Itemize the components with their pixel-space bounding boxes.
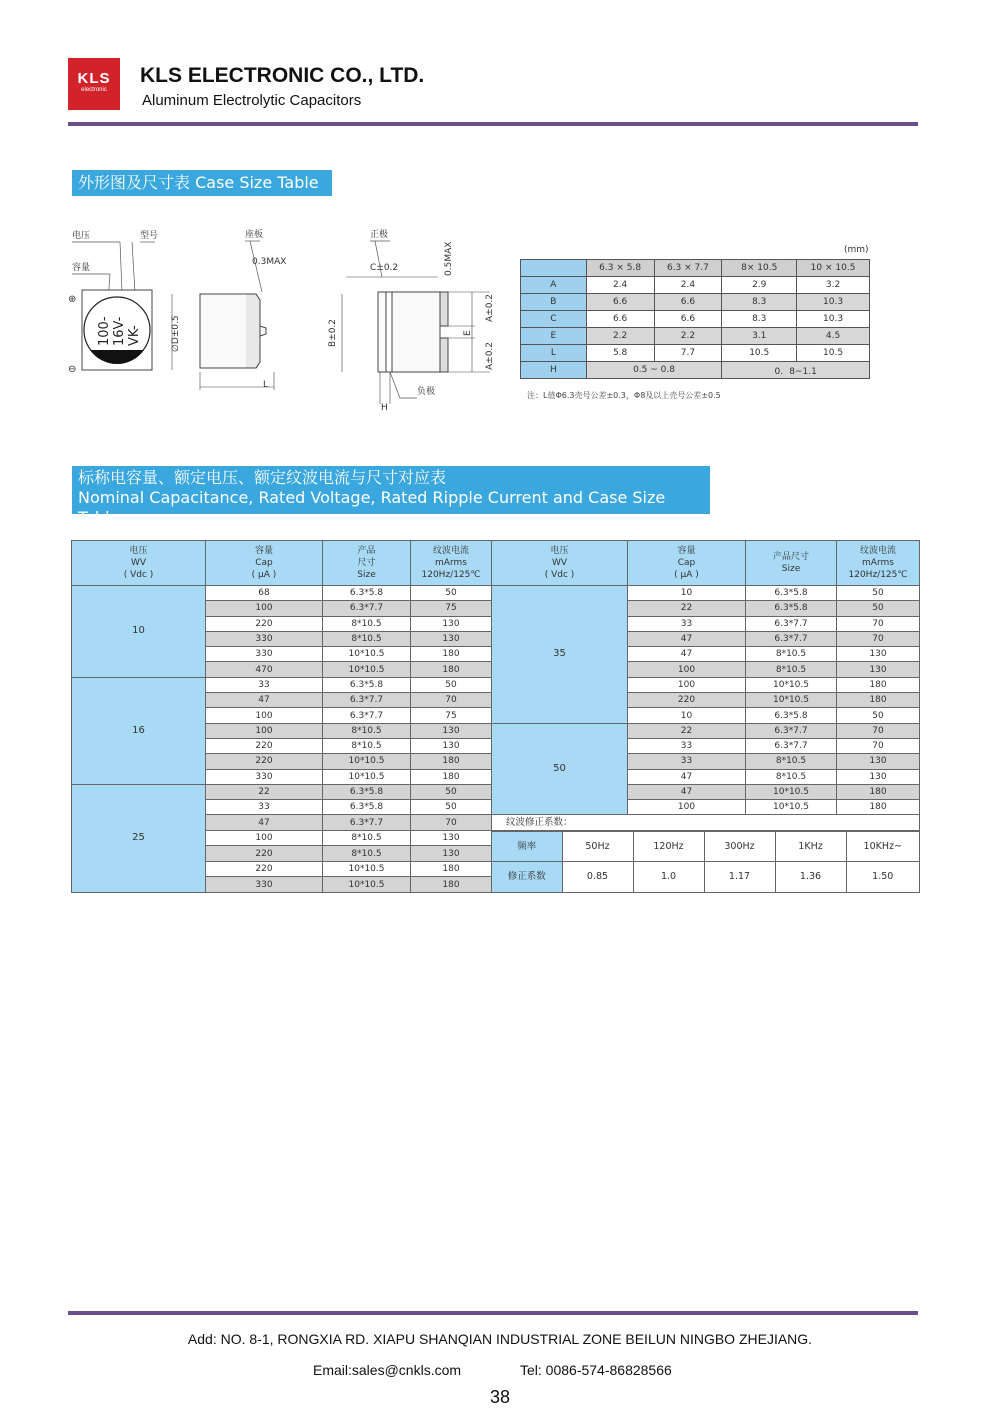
table-cell: 180 xyxy=(411,662,492,677)
table-cell: 70 xyxy=(837,631,920,646)
table-cell: 220 xyxy=(628,693,746,708)
table-cell: 6.3*7.7 xyxy=(746,616,837,631)
voltage-cell: 10 xyxy=(72,586,206,678)
table-cell: 130 xyxy=(411,723,492,738)
table-cell: 1.17 xyxy=(704,862,775,892)
footer-address: Add: NO. 8-1, RONGXIA RD. XIAPU SHANQIAN INDUSTRIAL ZONE BEILUN NINGBO ZHEJIANG. xyxy=(187,1331,813,1347)
table-cell: 100 xyxy=(206,723,323,738)
table-cell: 220 xyxy=(206,861,323,877)
table-cell: 10KHz~ xyxy=(846,832,919,862)
size-table-row xyxy=(521,362,870,379)
table-cell: 6.3*5.8 xyxy=(323,800,411,815)
table-cell: 8*10.5 xyxy=(323,616,411,631)
size-table-row xyxy=(521,294,870,311)
table-cell: 130 xyxy=(837,662,920,677)
nominal-section-title xyxy=(72,466,710,527)
table-cell: 10*10.5 xyxy=(746,784,837,799)
drawing-label-seat: 座板 xyxy=(245,230,264,240)
table-cell: 180 xyxy=(411,861,492,877)
table-cell: 6.3*7.7 xyxy=(746,738,837,753)
table-cell: 47 xyxy=(206,815,323,831)
marking-voltage: 16V- xyxy=(112,316,127,346)
nominal-spec-table xyxy=(71,540,920,893)
size-table-cell: 6.6 xyxy=(586,311,654,328)
minus-marker: ⊖ xyxy=(68,364,77,375)
table-cell: 10*10.5 xyxy=(746,800,837,815)
table-cell: 容量 xyxy=(254,546,273,556)
table-cell: 300Hz xyxy=(704,832,775,862)
table-cell: 130 xyxy=(411,616,492,631)
table-cell: 6.3*7.7 xyxy=(746,631,837,646)
size-table-cell: 2.2 xyxy=(654,328,722,345)
size-table-cell: 8.3 xyxy=(722,311,797,328)
case-size-section-title: 外形图及尺寸表 Case Size Table xyxy=(72,170,332,196)
header-ripple-left xyxy=(411,541,492,586)
table-cell: 47 xyxy=(628,631,746,646)
size-table-row xyxy=(521,328,870,345)
size-table-row-label: H xyxy=(521,362,587,379)
table-cell: 8*10.5 xyxy=(746,647,837,662)
table-cell: 50 xyxy=(837,586,920,601)
voltage-cell: 35 xyxy=(492,586,628,724)
table-cell: 6.3*7.7 xyxy=(323,693,411,708)
table-cell: 70 xyxy=(411,693,492,708)
table-cell: 130 xyxy=(411,846,492,862)
table-cell: 47 xyxy=(206,693,323,708)
table-cell: 6.3*7.7 xyxy=(323,815,411,831)
size-table-cell: 10.3 xyxy=(797,311,870,328)
size-table-cell: 6.6 xyxy=(586,294,654,311)
table-cell: 10*10.5 xyxy=(746,693,837,708)
table-cell: 纹波电流 xyxy=(432,546,469,556)
table-cell: 10*10.5 xyxy=(323,662,411,677)
logo-sub-text: electronic xyxy=(81,87,107,93)
table-cell: 130 xyxy=(411,631,492,646)
table-cell: 130 xyxy=(837,769,920,784)
table-cell: 22 xyxy=(628,601,746,616)
table-cell: 10*10.5 xyxy=(323,769,411,784)
size-table-header: 6.3 × 7.7 xyxy=(654,260,722,277)
table-cell: 尺寸 xyxy=(357,558,376,568)
marking-series: VK- xyxy=(127,325,142,346)
table-cell: 100 xyxy=(628,800,746,815)
table-cell: 33 xyxy=(628,754,746,769)
table-cell: ( μA ) xyxy=(251,570,277,580)
size-table-header: 6.3 × 5.8 xyxy=(586,260,654,277)
table-cell: 1.36 xyxy=(775,862,846,892)
table-cell: 6.3*5.8 xyxy=(323,586,411,601)
table-cell: 1KHz xyxy=(775,832,846,862)
table-cell: Size xyxy=(781,564,801,574)
table-cell: 180 xyxy=(411,877,492,893)
table-cell: 22 xyxy=(206,784,323,799)
size-table-cell: 3.2 xyxy=(797,277,870,294)
table-cell: 220 xyxy=(206,738,323,753)
table-cell: 330 xyxy=(206,769,323,784)
voltage-cell: 50 xyxy=(492,723,628,815)
table-cell: 产品尺寸 xyxy=(772,552,809,562)
size-table-row xyxy=(521,277,870,294)
table-cell: 10*10.5 xyxy=(746,677,837,692)
table-cell: 330 xyxy=(206,631,323,646)
table-cell: 330 xyxy=(206,877,323,893)
table-cell: 电压 xyxy=(129,546,148,556)
dim-e: E xyxy=(463,330,473,336)
size-table-cell: 8.3 xyxy=(722,294,797,311)
table-cell: 180 xyxy=(837,693,920,708)
voltage-cell: 25 xyxy=(72,784,206,892)
table-cell: 10 xyxy=(628,586,746,601)
dim-d: ∅D±0.5 xyxy=(171,315,181,352)
table-cell: 220 xyxy=(206,616,323,631)
size-table-cell: 10.3 xyxy=(797,294,870,311)
dim-c: C±0.2 xyxy=(370,263,399,273)
table-cell: 10*10.5 xyxy=(323,877,411,893)
table-row xyxy=(72,586,920,601)
size-table-row-label: E xyxy=(521,328,587,345)
size-table-cell: 10.5 xyxy=(722,345,797,362)
table-cell: 50 xyxy=(837,708,920,723)
table-cell: 6.3*7.7 xyxy=(323,708,411,723)
table-cell: 6.3*5.8 xyxy=(746,601,837,616)
case-size-table xyxy=(520,259,870,379)
table-cell: Size xyxy=(357,570,376,580)
size-table-cell: 6.6 xyxy=(654,294,722,311)
size-table-row-label: C xyxy=(521,311,587,328)
plus-marker: ⊕ xyxy=(68,294,77,305)
table-cell: 6.3*7.7 xyxy=(746,723,837,738)
table-cell: 33 xyxy=(206,677,323,692)
correction-coef-row xyxy=(492,862,919,892)
size-table-note: 注：L值Φ6.3壳号公差±0.3，Φ8及以上壳号公差±0.5 xyxy=(527,391,721,400)
dim-05max: 0.5MAX xyxy=(444,241,454,276)
size-table-cell: 2.2 xyxy=(586,328,654,345)
page-subtitle: Aluminum Electrolytic Capacitors xyxy=(142,92,362,109)
table-cell: 180 xyxy=(411,647,492,662)
size-table-cell: 2.4 xyxy=(654,277,722,294)
table-cell: 22 xyxy=(628,723,746,738)
size-table-cell: 4.5 xyxy=(797,328,870,345)
table-cell: 130 xyxy=(837,754,920,769)
size-table-cell: 5.8 xyxy=(586,345,654,362)
table-cell: 70 xyxy=(411,815,492,831)
header-divider xyxy=(68,122,918,126)
table-cell: 8*10.5 xyxy=(323,723,411,738)
dim-a-top: A±0.2 xyxy=(485,293,495,322)
table-cell: Cap xyxy=(677,558,696,568)
voltage-cell: 16 xyxy=(72,677,206,784)
correction-title: 纹波修正系数： xyxy=(492,815,919,831)
table-cell: 33 xyxy=(628,616,746,631)
table-cell: 8*10.5 xyxy=(746,662,837,677)
header-cap-right xyxy=(628,541,746,586)
table-cell: 120Hz xyxy=(633,832,704,862)
dim-b: B±0.2 xyxy=(328,318,338,347)
dim-l: L xyxy=(263,380,269,390)
table-cell: mArms xyxy=(862,558,894,568)
table-cell: 180 xyxy=(837,677,920,692)
table-cell: 8*10.5 xyxy=(323,830,411,846)
table-cell: 100 xyxy=(206,708,323,723)
drawing-label-capacity: 容量 xyxy=(72,263,91,273)
table-cell: 8*10.5 xyxy=(323,846,411,862)
table-cell: 50Hz xyxy=(562,832,633,862)
table-cell: 6.3*5.8 xyxy=(746,586,837,601)
table-cell: 0.85 xyxy=(562,862,633,892)
size-table-header-row xyxy=(521,260,870,277)
footer-divider xyxy=(68,1311,918,1315)
drawing-label-positive: 正极 xyxy=(370,230,389,240)
footer-tel: Tel: 0086-574-86828566 xyxy=(520,1362,672,1378)
table-cell: 220 xyxy=(206,846,323,862)
header-size-right xyxy=(746,541,837,586)
table-cell: 180 xyxy=(837,784,920,799)
size-table-cell: 10.5 xyxy=(797,345,870,362)
table-cell: 33 xyxy=(628,738,746,753)
table-cell: 6.3*5.8 xyxy=(746,708,837,723)
table-cell: 10 xyxy=(628,708,746,723)
table-cell: 50 xyxy=(411,800,492,815)
dim-03max: 0.3MAX xyxy=(252,257,287,267)
table-cell: 120Hz/125℃ xyxy=(421,570,481,580)
table-cell: WV xyxy=(130,558,147,568)
table-cell: 电压 xyxy=(550,546,569,556)
table-cell: 100 xyxy=(206,601,323,616)
table-cell: 330 xyxy=(206,647,323,662)
table-cell: ( Vdc ) xyxy=(123,570,154,580)
table-cell: 50 xyxy=(837,601,920,616)
size-table-unit: (mm) xyxy=(844,245,869,255)
table-cell: 130 xyxy=(837,647,920,662)
main-table-header-row xyxy=(72,541,920,586)
table-cell: 8*10.5 xyxy=(746,769,837,784)
table-cell: 6.3*5.8 xyxy=(323,784,411,799)
table-cell: 120Hz/125℃ xyxy=(848,570,908,580)
size-table-header: 10 × 10.5 xyxy=(797,260,870,277)
header-wv-left xyxy=(72,541,206,586)
size-table-row-label: A xyxy=(521,277,587,294)
company-name: KLS ELECTRONIC CO., LTD. xyxy=(140,64,425,87)
table-cell: 6.3*5.8 xyxy=(323,677,411,692)
footer-email: Email:sales@cnkls.com xyxy=(313,1362,462,1378)
header-size-left xyxy=(323,541,411,586)
table-cell: 70 xyxy=(837,738,920,753)
capacitor-dimension-drawing xyxy=(60,222,510,417)
drawing-label-negative: 负极 xyxy=(417,387,436,397)
header-ripple-right xyxy=(837,541,920,586)
table-cell: 70 xyxy=(837,723,920,738)
table-cell: 1.0 xyxy=(633,862,704,892)
table-cell: 130 xyxy=(411,830,492,846)
table-cell: 130 xyxy=(411,738,492,753)
size-table-row xyxy=(521,311,870,328)
correction-freq-label: 频率 xyxy=(492,832,562,862)
company-logo xyxy=(68,58,120,110)
table-cell: 50 xyxy=(411,586,492,601)
drawing-label-model: 型号 xyxy=(140,231,159,241)
size-table-cell: 3.1 xyxy=(722,328,797,345)
dim-a-bottom: A±0.2 xyxy=(485,341,495,370)
table-cell: WV xyxy=(551,558,568,568)
table-cell: 10*10.5 xyxy=(323,647,411,662)
size-table-row xyxy=(521,345,870,362)
table-cell: 容量 xyxy=(677,546,696,556)
table-cell: 75 xyxy=(411,601,492,616)
table-cell: 10*10.5 xyxy=(323,861,411,877)
table-cell: 180 xyxy=(837,800,920,815)
table-cell: 8*10.5 xyxy=(746,754,837,769)
table-cell: 50 xyxy=(411,677,492,692)
table-cell: 180 xyxy=(411,754,492,769)
table-cell: ( μA ) xyxy=(674,570,699,580)
table-cell: ( Vdc ) xyxy=(544,570,575,580)
drawing-label-voltage: 电压 xyxy=(72,231,91,241)
size-table-corner xyxy=(521,260,587,277)
table-cell: 50 xyxy=(411,784,492,799)
table-cell: 10*10.5 xyxy=(323,754,411,769)
correction-table xyxy=(492,831,919,892)
table-cell: 8*10.5 xyxy=(323,738,411,753)
size-table-cell: 2.4 xyxy=(586,277,654,294)
table-cell: mArms xyxy=(435,558,467,568)
table-cell: 75 xyxy=(411,708,492,723)
table-cell: 1.50 xyxy=(846,862,919,892)
table-cell: 70 xyxy=(837,616,920,631)
page-number: 38 xyxy=(489,1387,511,1407)
table-cell: 100 xyxy=(206,830,323,846)
table-cell: 220 xyxy=(206,754,323,769)
header-wv-right xyxy=(492,541,628,586)
table-cell: 47 xyxy=(628,647,746,662)
correction-freq-row xyxy=(492,832,919,862)
table-cell: 68 xyxy=(206,586,323,601)
logo-main-text: KLS xyxy=(77,70,111,87)
size-table-row-label: B xyxy=(521,294,587,311)
size-table-header: 8× 10.5 xyxy=(722,260,797,277)
nominal-section-title-en: Nominal Capacitance, Rated Voltage, Rated Ripple Current and Case Size Table xyxy=(78,488,666,527)
size-table-cell: 7.7 xyxy=(654,345,722,362)
correction-coef-label: 修正系数 xyxy=(492,862,562,892)
table-cell: 100 xyxy=(628,677,746,692)
marking-capacity: 100- xyxy=(97,316,112,346)
dim-h: H xyxy=(381,403,388,413)
size-table-cell: 2.9 xyxy=(722,277,797,294)
table-cell: 纹波电流 xyxy=(859,546,896,556)
table-cell: 47 xyxy=(628,769,746,784)
table-cell: 47 xyxy=(628,784,746,799)
header-cap-left xyxy=(206,541,323,586)
size-table-cell: 6.6 xyxy=(654,311,722,328)
size-table-cell: 0.5 ~ 0.8 xyxy=(586,362,722,379)
table-cell: 6.3*7.7 xyxy=(323,601,411,616)
table-cell: 产品 xyxy=(357,546,376,556)
size-table-cell: 0．8~1.1 xyxy=(722,362,870,379)
nominal-section-title-cn: 标称电容量、额定电压、额定纹波电流与尺寸对应表 xyxy=(78,468,447,487)
table-cell: Cap xyxy=(255,558,273,568)
table-cell: 33 xyxy=(206,800,323,815)
table-cell: 8*10.5 xyxy=(323,631,411,646)
table-cell: 470 xyxy=(206,662,323,677)
table-cell: 180 xyxy=(411,769,492,784)
table-cell: 100 xyxy=(628,662,746,677)
size-table-row-label: L xyxy=(521,345,587,362)
correction-area xyxy=(492,815,920,893)
